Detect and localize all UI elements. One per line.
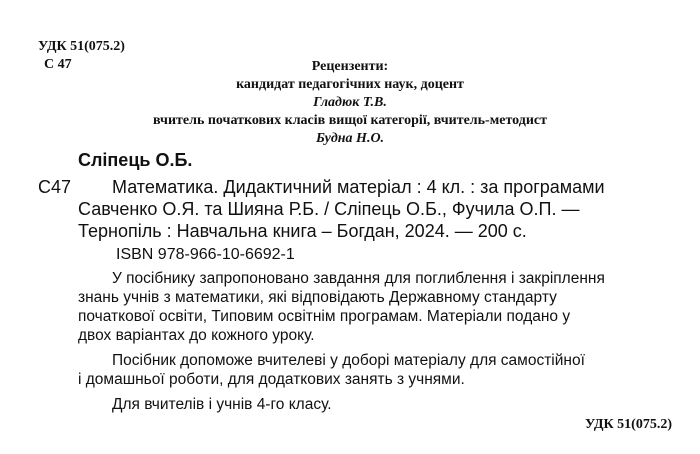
reviewer-2-position: вчитель початкових класів вищої категорії, вчитель-методист — [153, 113, 547, 128]
reviewer-1-name: Гладюк Т.В. — [313, 95, 387, 110]
author-name: Сліпець О.Б. — [78, 150, 193, 170]
biblio-line: Тернопіль : Навчальна книга – Богдан, 2024. — 200 с. — [78, 221, 527, 241]
annotation-line: двох варіантах до кожного уроку. — [78, 327, 315, 344]
annotation-line: знань учнів з математики, які відповідають Державному стандарту — [78, 289, 557, 306]
annotation-paragraph-1 — [78, 269, 678, 345]
annotation-paragraph-2 — [78, 351, 678, 389]
reviewer-2-name: Будна Н.О. — [315, 131, 385, 146]
reviewers-title: Рецензенти: — [311, 59, 389, 74]
isbn: ISBN 978-966-10-6692-1 — [116, 246, 295, 263]
reviewers-block — [0, 58, 700, 148]
reviewer-1-position: кандидат педагогічних наук, доцент — [236, 77, 464, 92]
annotation-line: У посібнику запропоновано завдання для поглиблення і закріплення — [112, 270, 605, 287]
annotation — [78, 269, 678, 420]
biblio-line: Савченко О.Я. та Шияна Р.Б. / Сліпець О.Б., Фучила О.П. — — [78, 199, 580, 219]
udk-code-top: УДК 51(075.2) — [38, 39, 125, 54]
udk-code-bottom: УДК 51(075.2) — [585, 417, 672, 432]
catalog-code: С47 — [38, 177, 72, 197]
annotation-line: Посібник допоможе вчителеві у доборі матеріалу для самостійної — [112, 352, 585, 369]
annotation-line: Для вчителів і учнів 4-го класу. — [112, 396, 332, 413]
annotation-line: початкової освіти, Типовим освітнім програмам. Матеріали подано у — [78, 308, 571, 325]
bibliographic-description — [78, 176, 682, 242]
biblio-line: Математика. Дидактичний матеріал : 4 кл. : за програмами — [112, 177, 605, 197]
annotation-paragraph-3 — [78, 395, 678, 414]
annotation-line: і домашньої роботи, для додаткових занять з учнями. — [78, 371, 465, 388]
catalog-mark-top: С 47 — [44, 57, 72, 72]
